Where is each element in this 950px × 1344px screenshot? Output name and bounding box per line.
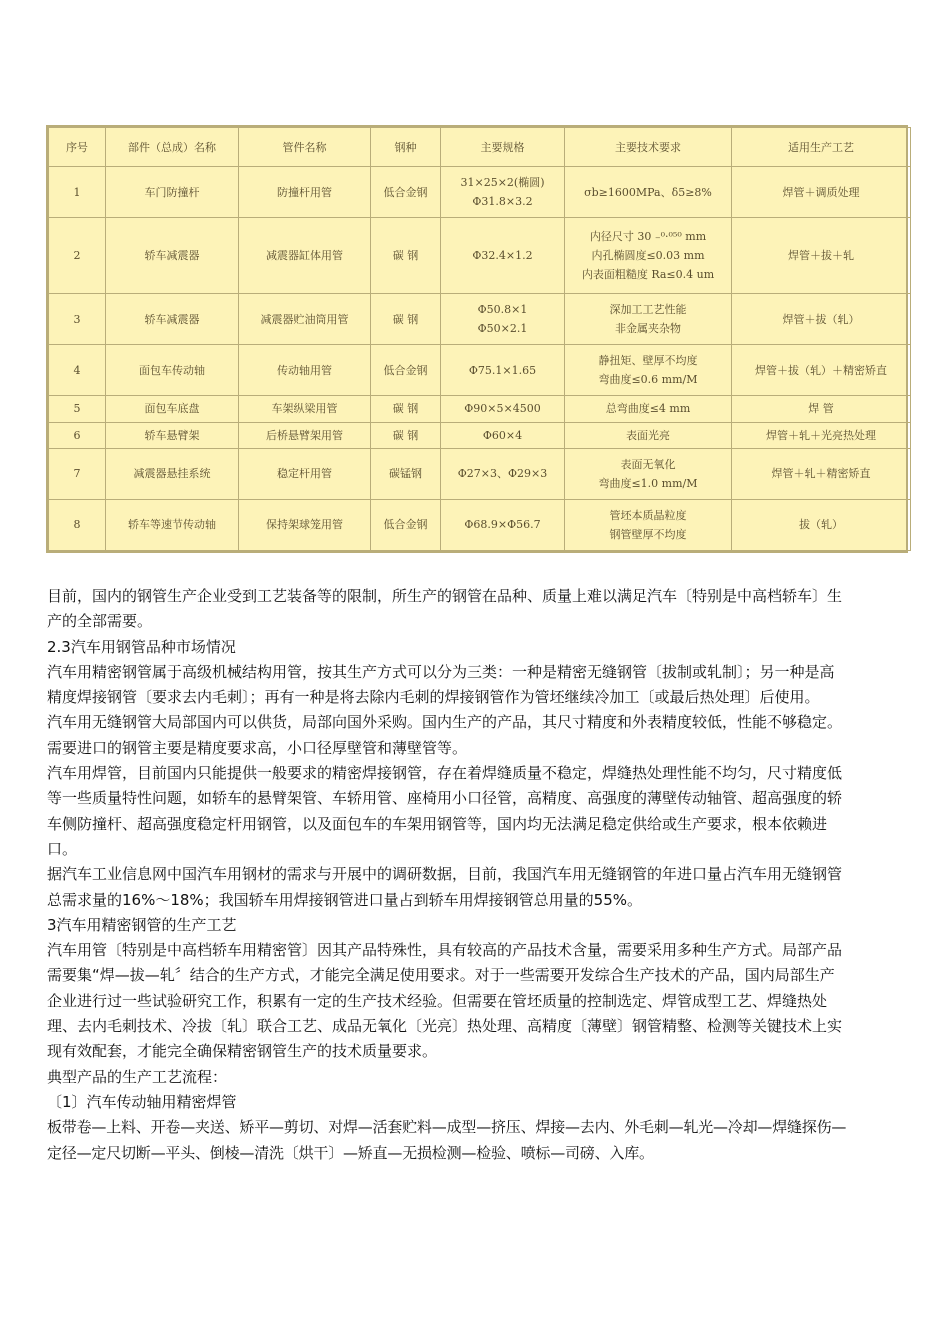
paragraph: 汽车用无缝钢管大局部国内可以供货，局部向国外采购。国内生产的产品，其尺寸精度和外表精度较低，性能不够稳定。需要进口的钢管主要是精度要求高，小口径厚壁管和薄壁管等。	[47, 713, 843, 757]
table-row	[49, 422, 911, 448]
cell-tech-req: 总弯曲度≤4 mm	[565, 396, 732, 422]
paragraph: 目前，国内的钢管生产企业受到工艺装备等的限制，所生产的钢管在品种、质量上难以满足汽车〔特别是中高档轿车〕生产的全部需要。	[47, 587, 843, 631]
cell-tech-req: 管坯本质晶粒度 钢管壁厚不均度	[565, 499, 732, 550]
cell-tech-req: 表面光亮	[565, 422, 732, 448]
header-process: 适用生产工艺	[732, 128, 911, 167]
cell-pipe-name: 稳定杆用管	[239, 448, 371, 499]
cell-spec: Φ75.1×1.65	[441, 345, 565, 396]
cell-process: 焊管＋拔（轧）	[732, 294, 911, 345]
cell-component: 轿车等速节传动轴	[106, 499, 239, 550]
cell-steel-grade: 碳 钢	[371, 294, 441, 345]
header-spec: 主要规格	[441, 128, 565, 167]
paragraph: 典型产品的生产工艺流程：	[47, 1067, 228, 1086]
table-header-row	[49, 128, 911, 167]
cell-index: 1	[49, 167, 106, 218]
cell-component: 轿车减震器	[106, 218, 239, 294]
cell-index: 3	[49, 294, 106, 345]
cell-process: 焊管＋拔＋轧	[732, 218, 911, 294]
cell-steel-grade: 低合金钢	[371, 167, 441, 218]
cell-steel-grade: 碳 钢	[371, 422, 441, 448]
cell-spec: Φ50.8×1 Φ50×2.1	[441, 294, 565, 345]
paragraph: 汽车用精密钢管属于高级机械结构用管，按其生产方式可以分为三类：一种是精密无缝钢管〔拔制或轧制〕；另一种是高精度焊接钢管〔要求去内毛刺〕；再有一种是将去除内毛刺的焊接钢管作为管坯继续冷加工〔或最后热处理〕后使用。	[47, 662, 835, 707]
table-row	[49, 218, 911, 294]
cell-component: 轿车悬臂架	[106, 422, 239, 448]
cell-process: 焊管＋轧＋光亮热处理	[732, 422, 911, 448]
cell-component: 面包车底盘	[106, 396, 239, 422]
cell-pipe-name: 传动轴用管	[239, 345, 371, 396]
cell-spec: 31×25×2(椭圆) Φ31.8×3.2	[441, 167, 565, 218]
spec-table-image	[46, 125, 908, 553]
cell-spec: Φ32.4×1.2	[441, 218, 565, 294]
cell-spec: Φ90×5×4500	[441, 396, 565, 422]
cell-steel-grade: 碳锰钢	[371, 448, 441, 499]
table-row	[49, 499, 911, 550]
table-row	[49, 396, 911, 422]
header-tech-req: 主要技术要求	[565, 128, 732, 167]
cell-index: 5	[49, 396, 106, 422]
cell-index: 6	[49, 422, 106, 448]
table-row	[49, 345, 911, 396]
cell-steel-grade: 低合金钢	[371, 499, 441, 550]
cell-tech-req: σb≥1600MPa、δ5≥8%	[565, 167, 732, 218]
paragraph: 汽车用管〔特别是中高档轿车用精密管〕因其产品特殊性，具有较高的产品技术含量，需要采用多种生产方式。局部产品需要集“焊—拔—轧〞结合的生产方式，才能完全满足使用要求。对于一些需要开发综合生产技术的产品，国内局部生产企业进行过一些试验研究工作，积累有一定的生产技术经验。但需要在管坯质量的控制选定、焊管成型工艺、焊缝热处理、去内毛刺技术、冷拔〔轧〕联合工艺、成品无氧化〔光亮〕热处理、高精度〔薄壁〕钢管精整、检测等关键技术上实现有效配套，才能完全确保精密钢管生产的技术质量要求。	[47, 941, 843, 1061]
section-heading: 3汽车用精密钢管的生产工艺	[47, 915, 237, 934]
cell-tech-req: 表面无氧化 弯曲度≤1.0 mm/M	[565, 448, 732, 499]
table-row	[49, 167, 911, 218]
cell-index: 4	[49, 345, 106, 396]
header-component: 部件（总成）名称	[106, 128, 239, 167]
steel-pipe-spec-table	[48, 127, 911, 551]
table-row	[49, 294, 911, 345]
cell-process: 焊管＋拔（轧）＋精密矫直	[732, 345, 911, 396]
paragraph: 汽车用焊管，目前国内只能提供一般要求的精密焊接钢管，存在着焊缝质量不稳定，焊缝热处理性能不均匀，尺寸精度低等一些质量特性问题，如轿车的悬臂架管、车轿用管、座椅用小口径管，高精度、高强度的薄壁传动轴管、超高强度的轿车侧防撞杆、超高强度稳定杆用钢管，以及面包车的车架用钢管等，国内均无法满足稳定供给或生产要求，根本依赖进口。	[47, 764, 843, 858]
cell-steel-grade: 碳 钢	[371, 396, 441, 422]
article-body	[47, 584, 847, 1166]
header-index: 序号	[49, 128, 106, 167]
cell-pipe-name: 车架纵梁用管	[239, 396, 371, 422]
cell-spec: Φ27×3、Φ29×3	[441, 448, 565, 499]
header-pipe-name: 管件名称	[239, 128, 371, 167]
cell-process: 拔（轧）	[732, 499, 911, 550]
paragraph: 据汽车工业信息网中国汽车用钢材的需求与开展中的调研数据，目前，我国汽车用无缝钢管的年进口量占汽车用无缝钢管总需求量的16%～18%；我国轿车用焊接钢管进口量占到轿车用焊接钢管总用量的55%。	[47, 865, 843, 909]
cell-process: 焊管＋调质处理	[732, 167, 911, 218]
cell-index: 7	[49, 448, 106, 499]
cell-steel-grade: 低合金钢	[371, 345, 441, 396]
section-heading: 2.3汽车用钢管品种市场情况	[47, 637, 236, 656]
cell-component: 车门防撞杆	[106, 167, 239, 218]
cell-pipe-name: 防撞杆用管	[239, 167, 371, 218]
cell-component: 轿车减震器	[106, 294, 239, 345]
cell-process: 焊管＋轧＋精密矫直	[732, 448, 911, 499]
cell-tech-req: 深加工工艺性能 非金属夹杂物	[565, 294, 732, 345]
cell-component: 面包车传动轴	[106, 345, 239, 396]
cell-pipe-name: 后桥悬臂架用管	[239, 422, 371, 448]
cell-spec: Φ60×4	[441, 422, 565, 448]
cell-spec: Φ68.9×Φ56.7	[441, 499, 565, 550]
cell-component: 减震器悬挂系统	[106, 448, 239, 499]
cell-pipe-name: 减震器缸体用管	[239, 218, 371, 294]
cell-index: 2	[49, 218, 106, 294]
table-row	[49, 448, 911, 499]
cell-index: 8	[49, 499, 106, 550]
cell-steel-grade: 碳 钢	[371, 218, 441, 294]
header-steel-grade: 钢种	[371, 128, 441, 167]
paragraph: 板带卷—上料、开卷—夹送、矫平—剪切、对焊—活套贮料—成型—挤压、焊接—去内、外毛刺—轧光—冷却—焊缝探伤—定径—定尺切断—平头、倒棱—清洗〔烘干〕—矫直—无损检测—检验、喷标—司磅、入库。	[47, 1118, 847, 1162]
cell-process: 焊 管	[732, 396, 911, 422]
cell-tech-req: 静扭矩、壁厚不均度 弯曲度≤0.6 mm/M	[565, 345, 732, 396]
subheading: 〔1〕汽车传动轴用精密焊管	[47, 1092, 237, 1111]
cell-pipe-name: 减震器贮油筒用管	[239, 294, 371, 345]
cell-pipe-name: 保持架球笼用管	[239, 499, 371, 550]
cell-tech-req: 内径尺寸 30 ₋⁰·⁰⁵⁰ mm 内孔椭圆度≤0.03 mm 内表面粗糙度 Ra≤0.4 um	[565, 218, 732, 294]
